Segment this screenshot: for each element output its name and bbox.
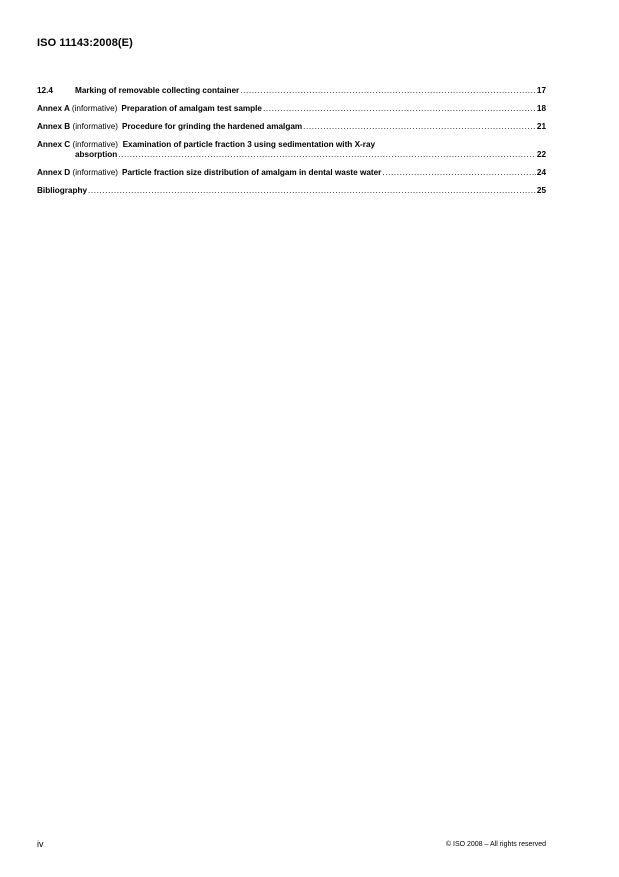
footer-copyright: © ISO 2008 – All rights reserved <box>445 841 546 848</box>
toc-entry-annex-d[interactable] <box>37 168 546 178</box>
toc-entry-page: 17 <box>536 86 546 95</box>
toc-entry-title: Particle fraction size distribution of amalgam in dental waste water <box>122 168 382 177</box>
toc-leader-dots <box>303 122 536 132</box>
toc-entry-annex-a[interactable] <box>37 104 546 114</box>
table-of-contents <box>37 86 546 204</box>
toc-entry-12-4[interactable] <box>37 86 546 96</box>
toc-entry-annex-label: Annex A (informative) <box>37 104 118 113</box>
toc-leader-dots <box>263 104 536 114</box>
toc-entry-bibliography[interactable] <box>37 186 546 196</box>
toc-entry-title: Preparation of amalgam test sample <box>121 104 262 113</box>
toc-leader-dots <box>88 186 536 196</box>
toc-entry-line <box>37 150 546 160</box>
toc-entry-page: 21 <box>536 122 546 131</box>
toc-entry-annex-b[interactable] <box>37 122 546 132</box>
toc-entry-title: Examination of particle fraction 3 using sedimentation with X-ray <box>122 140 376 149</box>
toc-entry-page: 22 <box>536 150 546 159</box>
toc-entry-annex-c[interactable] <box>37 140 546 160</box>
toc-leader-dots <box>118 150 536 160</box>
toc-entry-annex-label: Annex C (informative) <box>37 140 118 149</box>
toc-entry-page: 25 <box>536 186 546 195</box>
document-id-header: ISO 11143:2008(E) <box>37 37 133 49</box>
toc-entry-annex-label: Annex D (informative) <box>37 168 118 177</box>
toc-entry-title: Procedure for grinding the hardened amalgam <box>122 122 303 131</box>
toc-entry-annex-label: Annex B (informative) <box>37 122 118 131</box>
toc-leader-dots <box>240 86 536 96</box>
toc-entry-title-continued: absorption <box>75 150 118 159</box>
toc-entry-page: 18 <box>536 104 546 113</box>
toc-entry-page: 24 <box>536 168 546 177</box>
toc-entry-title: Marking of removable collecting container <box>75 86 240 95</box>
toc-leader-dots <box>382 168 536 178</box>
footer-page-number: iv <box>37 839 44 849</box>
toc-entry-number: 12.4 <box>37 86 53 95</box>
toc-entry-title: Bibliography <box>37 186 88 195</box>
toc-entry-line <box>37 140 546 150</box>
